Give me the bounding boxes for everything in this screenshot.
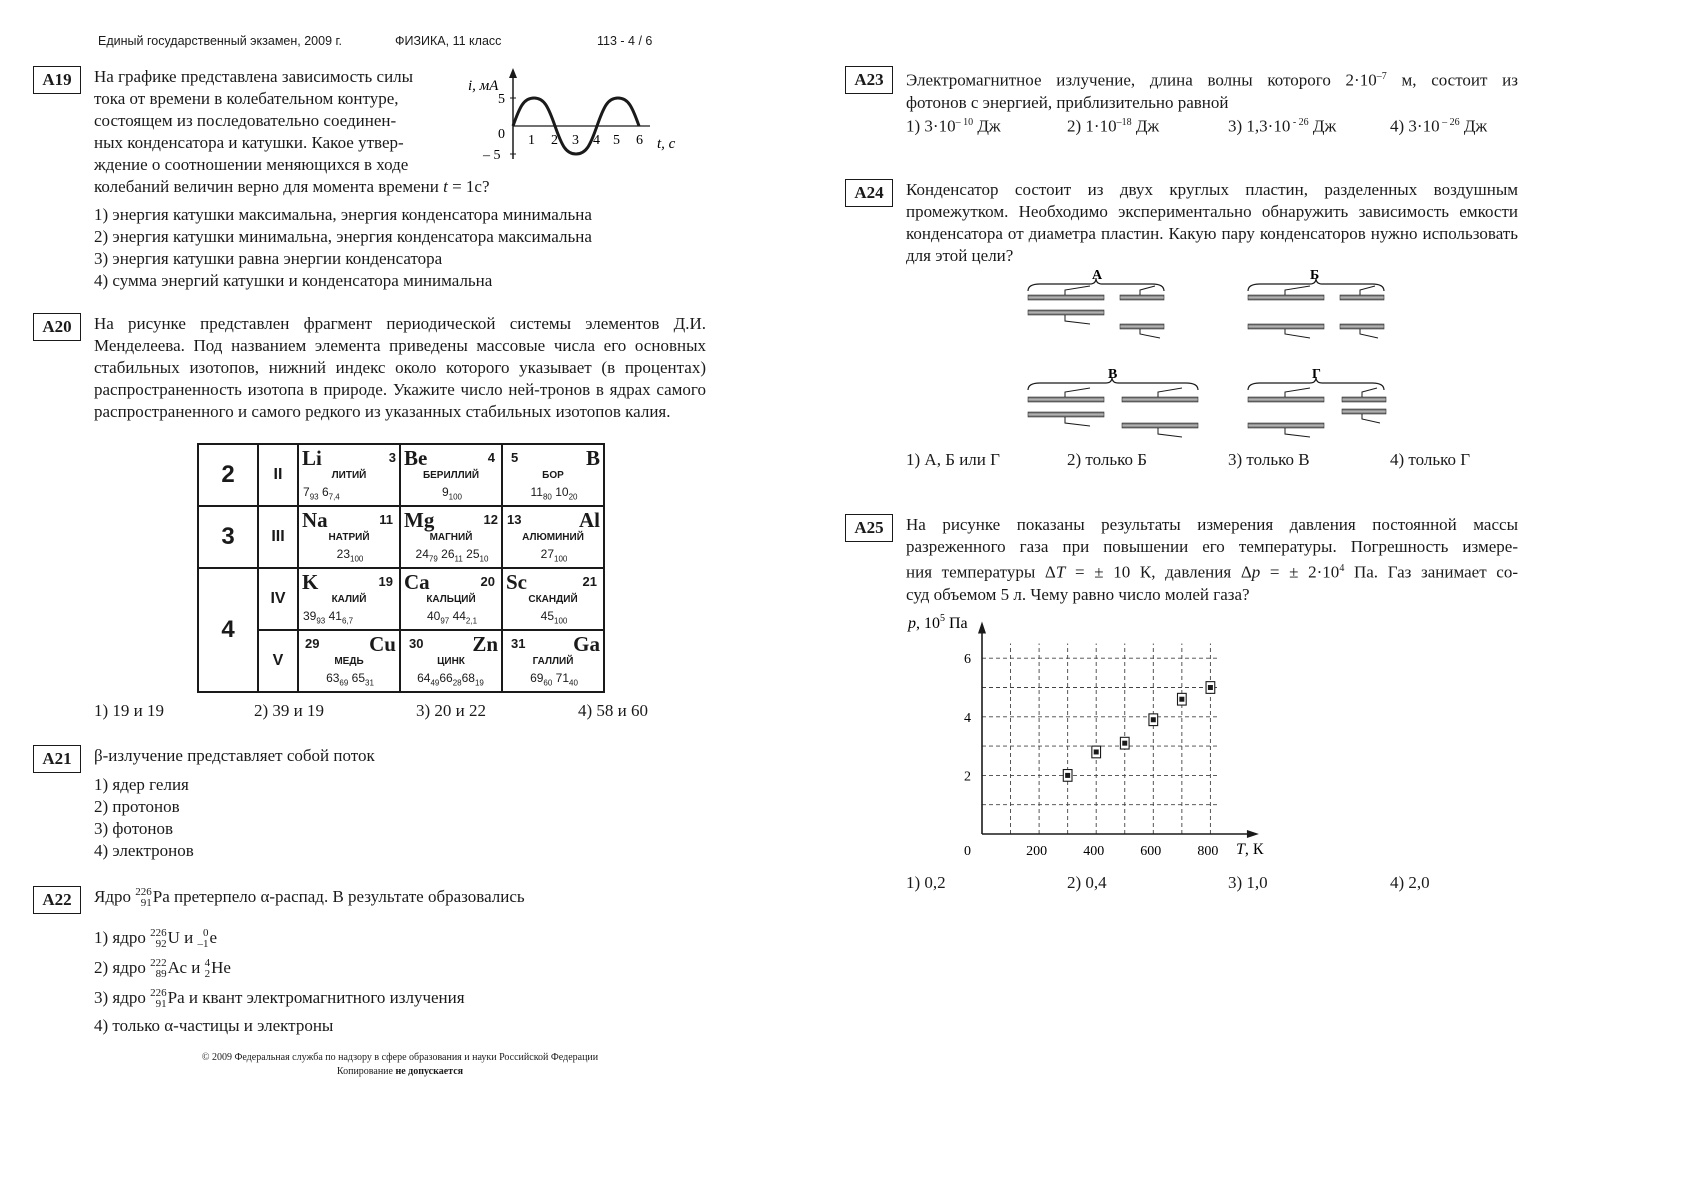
y-tick-label: 6 — [964, 652, 971, 668]
element-number: 20 — [480, 574, 495, 589]
a22-option-2: 2) ядро 222 89 Ас и 4 2 He — [94, 957, 231, 981]
wire — [1362, 388, 1377, 397]
a23-option-2: 2) $1\cdot 10^{-18}$ Дж — [1067, 116, 1160, 136]
element-cell-zn — [400, 630, 502, 692]
chart-x-label: T, К — [1236, 841, 1264, 858]
question-number-a19: А19 — [33, 66, 81, 94]
element-name: ЦИНК — [437, 656, 465, 667]
wire — [1065, 286, 1090, 295]
element-cell-mg — [400, 506, 502, 568]
a19-option-2: 2) энергия катушки минимальна, энергия конденсатора максимальна — [94, 227, 592, 246]
a22-pre: Ядро — [94, 887, 131, 906]
x-axis-arrow — [1247, 830, 1259, 838]
element-symbol: Ca — [404, 570, 430, 594]
element-symbol: Ga — [573, 632, 600, 656]
element-cell-k — [298, 568, 400, 630]
question-text-a20: На рисунке представлен фрагмент периодической системы элементов Д.И. Менделеева. Под названием элемента приведены массовые числа его основных стабильных изотопов, нижний индекс около которого указывает (в процентах) распространенность изотопа в природе. Укажите число ней-тронов в ядрах самого распространенного и самого редкого из указанных стабильных изотопов калия. — [94, 314, 706, 421]
a20-option-1: 1) 19 и 19 — [94, 701, 165, 720]
a21-option-2: 2) протонов — [94, 797, 180, 816]
wire — [1140, 286, 1155, 295]
group-label: IV — [258, 568, 298, 630]
a23-line2: фотонов с энергией, приблизительно равной — [906, 92, 1229, 112]
x-tick-label: 200 — [1026, 844, 1048, 859]
periodic-table-fragment — [197, 443, 605, 693]
nuclide-notation: 4 2 — [204, 957, 211, 981]
pair-label: Г — [1312, 367, 1321, 382]
a25-line: На рисунке показаны результаты измерения давления постоянной массы — [906, 515, 1518, 534]
data-point — [1094, 749, 1099, 754]
question-text-a24: Конденсатор состоит из двух круглых пластин, разделенных воздушным промежутком. Необходимо экспериментально обнаружить зависимость емкости конденсатора от диаметра пластин. Какую пару конденсаторов нужно использовать для этой цели? — [906, 180, 1518, 265]
element-name: ЛИТИЙ — [331, 470, 367, 481]
element-number: 21 — [582, 574, 597, 589]
group-label: V — [258, 630, 298, 692]
current-graph — [460, 66, 690, 166]
a25-option-1: 1) 0,2 — [906, 873, 946, 892]
a21-option-3: 3) фотонов — [94, 819, 174, 838]
x-tick-label: 600 — [1140, 844, 1162, 859]
a19-t-symbol: t — [443, 177, 448, 196]
chart-grid — [982, 644, 1219, 834]
element-cell-na — [298, 506, 400, 568]
element-number: 31 — [511, 636, 526, 651]
element-symbol: Be — [404, 446, 428, 470]
element-name: БЕРИЛЛИЙ — [422, 470, 480, 481]
plate — [1248, 423, 1324, 428]
graph-y-arrow — [509, 68, 517, 78]
graph-x-label: t, c — [657, 136, 676, 152]
question-text-a25 — [906, 514, 1518, 606]
element-number: 30 — [409, 636, 424, 651]
a22-option-1: 1) ядро 226 92 U и 0 –1 e — [94, 927, 218, 951]
element-symbol: Li — [302, 446, 322, 470]
a19-line: На графике представлена зависимость силы — [94, 67, 414, 86]
a19-line: тока от времени в колебательном контуре, — [94, 89, 399, 108]
pair-label: В — [1108, 367, 1118, 382]
a19-option-4: 4) сумма энергий катушки и конденсатора минимальна — [94, 271, 493, 290]
plate — [1122, 423, 1198, 428]
element-number: 11 — [379, 512, 393, 527]
wire — [1140, 329, 1160, 338]
chart-data-points — [1063, 682, 1214, 782]
a25-line: разреженного газа при повышении его температуры. Погрешность измере- — [906, 537, 1518, 556]
wire — [1065, 388, 1090, 397]
plate — [1342, 409, 1386, 414]
graph-x-tick: 2 — [551, 133, 558, 148]
a22-option-3: 3) ядро 226 91 Ра и квант электромагнитного излучения — [94, 987, 465, 1011]
a19-last-pre: колебаний величин верно для момента времени — [94, 177, 439, 196]
a21-option-1: 1) ядер гелия — [94, 775, 189, 794]
a25-option-4: 4) 2,0 — [1390, 873, 1430, 892]
a22-option-4: 4) только α-частицы и электроны — [94, 1016, 334, 1035]
element-number: 12 — [483, 512, 498, 527]
subject-title: ФИЗИКА, 11 класс — [395, 34, 502, 48]
chart-y-label: p, $10^5$ Па — [908, 613, 968, 632]
element-name: КАЛИЙ — [331, 594, 367, 605]
graph-y-0: 0 — [498, 127, 505, 142]
a24-option-2: 2) только Б — [1067, 450, 1148, 469]
data-point — [1065, 773, 1070, 778]
a24-option-1: 1) А, Б или Г — [906, 450, 1000, 469]
wire — [1285, 388, 1310, 397]
element-isotopes: $24_{79}$ $26_{11}$ $25_{10}$ — [415, 547, 489, 564]
wire — [1285, 428, 1310, 437]
element-name: КАЛЬЦИЙ — [426, 594, 476, 605]
element-number: 3 — [388, 450, 396, 465]
element-isotopes: $64_{49}66_{28}68_{19}$ — [417, 671, 484, 688]
x-tick-label: 400 — [1083, 844, 1105, 859]
plate — [1122, 397, 1198, 402]
element-symbol: Cu — [369, 632, 396, 656]
wire — [1065, 417, 1090, 426]
data-point — [1151, 717, 1156, 722]
question-number-a24: А24 — [845, 179, 893, 207]
chart-tick-labels — [964, 652, 1218, 859]
plate — [1028, 310, 1104, 315]
a21-option-4: 4) электронов — [94, 841, 194, 860]
period-label: 3 — [198, 506, 258, 568]
wire — [1065, 315, 1090, 324]
element-cell-b — [502, 444, 604, 506]
a25-line: суд объемом 5 л. Чему равно число молей газа? — [906, 584, 1250, 604]
footer-copyright: © 2009 Федеральная служба по надзору в сфере образования и науки Российской Федерации — [201, 1052, 599, 1063]
wire — [1158, 388, 1182, 397]
a23-option-1: 1) $3\cdot 10^{- 10}$ Дж — [906, 116, 1001, 136]
capacitor-pair-g — [1248, 367, 1386, 437]
a24-option-3: 3) только В — [1228, 450, 1310, 469]
element-isotopes: $69_{60}$ $71_{40}$ — [530, 671, 578, 688]
graph-x-tick: 3 — [572, 133, 579, 148]
group-label: II — [258, 444, 298, 506]
element-isotopes: $9_{100}$ — [441, 485, 463, 502]
data-point — [1179, 697, 1184, 702]
element-symbol: Zn — [472, 632, 498, 656]
a19-line: ных конденсатора и катушки. Какое утвер- — [94, 133, 404, 152]
a19-last-post: = 1с? — [447, 177, 490, 196]
capacitor-pair-a — [1028, 268, 1164, 338]
element-cell-cu — [298, 630, 400, 692]
element-cell-al — [502, 506, 604, 568]
plate — [1340, 295, 1384, 300]
element-number: 19 — [378, 574, 393, 589]
a23-line1: Электромагнитное излучение, длина волны которого $2\cdot 10^{-7}$ м, состоит из — [906, 70, 1518, 90]
chart-axes — [978, 622, 1259, 838]
element-number: 13 — [507, 512, 522, 527]
brace — [1248, 377, 1384, 390]
wire — [1360, 286, 1375, 295]
element-number: 29 — [305, 636, 320, 651]
wire — [1360, 329, 1378, 338]
element-symbol: Al — [579, 508, 600, 532]
question-text-a19 — [94, 66, 458, 176]
capacitor-pair-v — [1028, 367, 1198, 437]
nuclide-notation: 0 –1 — [197, 927, 209, 951]
plate — [1120, 324, 1164, 329]
element-name: МЕДЬ — [334, 656, 364, 667]
element-name: СКАНДИЙ — [528, 594, 578, 605]
plate — [1028, 412, 1104, 417]
a19-line: ждение о соотношении меняющихся в ходе — [94, 155, 409, 174]
footer-copy-notice: Копирование не допускается — [336, 1066, 464, 1077]
question-number-a25: А25 — [845, 514, 893, 542]
wire — [1285, 286, 1310, 295]
element-isotopes: $7_{93}$ $6_{7,4}$ — [303, 485, 340, 502]
plate — [1340, 324, 1384, 329]
a25-option-2: 2) 0,4 — [1067, 873, 1107, 892]
period-label: 4 — [198, 568, 258, 692]
capacitor-pair-b — [1248, 268, 1384, 338]
a19-line: состоящем из последовательно соединен- — [94, 111, 397, 130]
plate — [1248, 295, 1324, 300]
element-isotopes: $27_{100}$ — [540, 547, 568, 564]
data-point — [1208, 685, 1213, 690]
plate — [1028, 295, 1104, 300]
nuclide-notation: 226 91 — [135, 886, 152, 910]
question-text-a19-last — [94, 176, 490, 198]
element-name: МАГНИЙ — [429, 532, 473, 543]
question-number-a20: А20 — [33, 313, 81, 341]
element-name: ГАЛЛИЙ — [532, 656, 574, 667]
wire — [1285, 329, 1310, 338]
question-text-a23 — [906, 66, 1518, 114]
element-symbol: Mg — [404, 508, 435, 532]
element-symbol: Sc — [506, 570, 527, 594]
a25-line3: ния температуры ΔT = ± 10 К, давления Δp = ± $2\cdot 10^4$ Па. Газ занимает со- — [906, 562, 1518, 582]
element-symbol: Na — [302, 508, 328, 532]
exam-title: Единый государственный экзамен, 2009 г. — [98, 34, 343, 48]
x-tick-label: 800 — [1197, 844, 1219, 859]
a24-option-4: 4) только Г — [1390, 450, 1471, 469]
plate — [1028, 397, 1104, 402]
period-label: 2 — [198, 444, 258, 506]
nuclide-notation: 226 92 — [150, 927, 167, 951]
element-name: АЛЮМИНИЙ — [522, 532, 584, 543]
question-text-a21: β-излучение представляет собой поток — [94, 746, 375, 765]
graph-y-label: i, мА — [468, 78, 499, 94]
element-isotopes: $11_{80}$ $10_{20}$ — [530, 485, 578, 502]
element-isotopes: $63_{69}$ $65_{31}$ — [326, 671, 374, 688]
nuclide-notation: 222 89 — [150, 957, 167, 981]
element-isotopes: $23_{100}$ — [336, 547, 364, 564]
y-axis-arrow — [978, 622, 986, 634]
question-number-a23: А23 — [845, 66, 893, 94]
element-isotopes: $45_{100}$ — [540, 609, 568, 626]
wire — [1362, 414, 1380, 423]
pair-label: Б — [1310, 268, 1320, 283]
graph-y-5: 5 — [498, 92, 505, 107]
element-cell-ca — [400, 568, 502, 630]
element-isotopes: $39_{93}$ $41_{6,7}$ — [303, 609, 354, 626]
element-cell-be — [400, 444, 502, 506]
a20-option-4: 4) 58 и 60 — [578, 701, 649, 720]
graph-x-tick: 4 — [593, 133, 600, 148]
graph-y-neg5: – 5 — [483, 148, 501, 163]
graph-x-tick: 5 — [613, 133, 620, 148]
plate — [1248, 324, 1324, 329]
a19-option-3: 3) энергия катушки равна энергии конденсатора — [94, 249, 443, 268]
a23-option-3: 3) 1,3·10 $^{- 26}$ Дж — [1228, 116, 1337, 136]
element-isotopes: $40_{97}$ $44_{2,1}$ — [426, 609, 478, 626]
a20-option-2: 2) 39 и 19 — [254, 701, 325, 720]
element-cell-ga — [502, 630, 604, 692]
graph-x-tick: 1 — [528, 133, 535, 148]
plate — [1342, 397, 1386, 402]
nuclide-notation: 226 91 — [150, 987, 167, 1011]
wire — [1158, 428, 1182, 437]
element-symbol: K — [302, 570, 319, 594]
plate — [1120, 295, 1164, 300]
element-cell-li — [298, 444, 400, 506]
data-point — [1122, 741, 1127, 746]
graph-x-tick: 6 — [636, 133, 643, 148]
group-label: III — [258, 506, 298, 568]
element-symbol: B — [585, 446, 600, 470]
a25-option-3: 3) 1,0 — [1228, 873, 1268, 892]
chart-origin-label: 0 — [964, 844, 971, 859]
a19-option-1: 1) энергия катушки максимальна, энергия конденсатора минимальна — [94, 205, 592, 224]
element-number: 4 — [487, 450, 495, 465]
element-number: 5 — [511, 450, 519, 465]
element-cell-sc — [502, 568, 604, 630]
a22-post: Ра претерпело α-распад. В результате образовались — [152, 887, 525, 906]
capacitor-pairs-diagram — [1020, 266, 1400, 446]
a23-option-4: 4) 3·10 $^{- 26}$ Дж — [1390, 116, 1488, 136]
question-number-a22: А22 — [33, 886, 81, 914]
element-name: БОР — [542, 470, 564, 481]
pair-label: А — [1092, 268, 1103, 283]
page-number: 113 - 4 / 6 — [597, 34, 653, 48]
question-number-a21: А21 — [33, 745, 81, 773]
a20-option-3: 3) 20 и 22 — [416, 701, 487, 720]
element-name: НАТРИЙ — [328, 532, 370, 543]
pressure-temperature-chart — [900, 600, 1280, 865]
question-text-a22 — [94, 886, 525, 909]
y-tick-label: 2 — [964, 769, 971, 785]
plate — [1248, 397, 1324, 402]
y-tick-label: 4 — [964, 710, 971, 726]
